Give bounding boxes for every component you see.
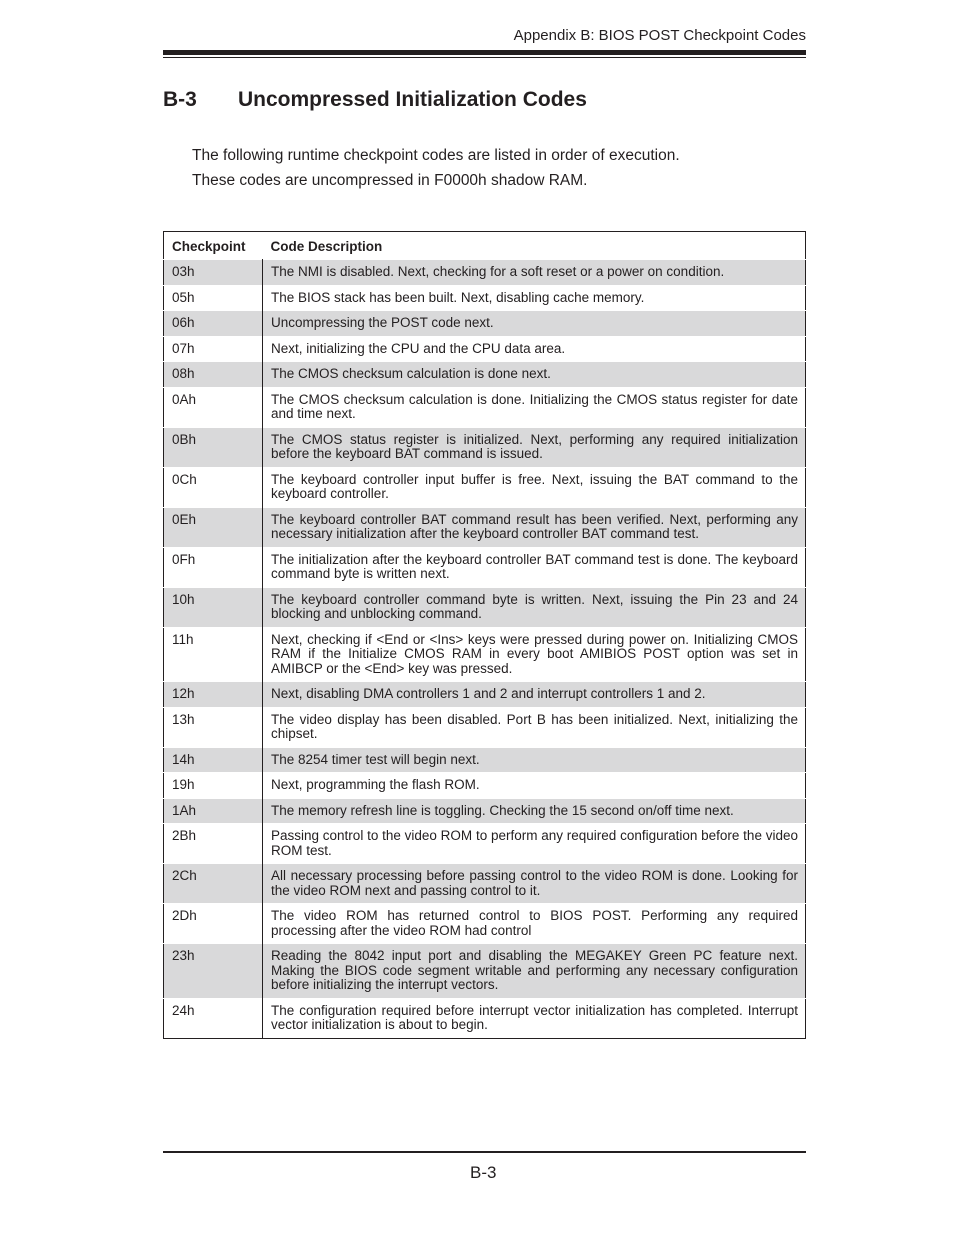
table-row [164, 707, 806, 747]
checkpoint-code: 2Dh [164, 904, 263, 944]
header-rule-thick [163, 50, 806, 55]
header-rule-thin [163, 57, 806, 58]
table-row [164, 904, 806, 944]
section-title: Uncompressed Initialization Codes [238, 88, 587, 111]
checkpoint-code: 2Ch [164, 864, 263, 904]
checkpoint-code: 0Ah [164, 387, 263, 427]
code-description: The video ROM has returned control to BIOS POST. Performing any required processing after the video ROM had control [263, 904, 806, 944]
code-description: The BIOS stack has been built. Next, disabling cache memory. [263, 285, 806, 311]
code-description: The video display has been disabled. Port B has been initialized. Next, initializing the chipset. [263, 707, 806, 747]
table-row [164, 824, 806, 864]
code-description: All necessary processing before passing control to the video ROM is done. Looking for the video ROM next and passing control to it. [263, 864, 806, 904]
intro-text [192, 143, 680, 193]
code-description: The memory refresh line is toggling. Checking the 15 second on/off time next. [263, 798, 806, 824]
checkpoint-code: 11h [164, 627, 263, 682]
table-row [164, 507, 806, 547]
code-description: The configuration required before interrupt vector initialization has completed. Interrupt vector initialization is about to begin. [263, 998, 806, 1038]
table-row [164, 260, 806, 286]
column-header-checkpoint: Checkpoint [172, 238, 246, 254]
checkpoint-code: 10h [164, 587, 263, 627]
code-description: The keyboard controller BAT command result has been verified. Next, performing any necessary initialization after the keyboard controller BAT command test. [263, 507, 806, 547]
code-description: The initialization after the keyboard controller BAT command test is done. The keyboard command byte is written next. [263, 547, 806, 587]
intro-line-1: The following runtime checkpoint codes are listed in order of execution. [192, 147, 680, 164]
table-row [164, 427, 806, 467]
checkpoint-code: 07h [164, 336, 263, 362]
table-header-row [164, 232, 806, 260]
code-description: Next, initializing the CPU and the CPU data area. [263, 336, 806, 362]
table-row [164, 547, 806, 587]
table-row [164, 311, 806, 337]
intro-line-2: These codes are uncompressed in F0000h shadow RAM. [192, 172, 588, 189]
checkpoint-code: 14h [164, 747, 263, 773]
checkpoint-table [163, 231, 806, 1039]
table-row [164, 944, 806, 999]
code-description: Passing control to the video ROM to perform any required configuration before the video ROM test. [263, 824, 806, 864]
running-header: Appendix B: BIOS POST Checkpoint Codes [513, 27, 806, 44]
code-description: Next, disabling DMA controllers 1 and 2 and interrupt controllers 1 and 2. [263, 682, 806, 708]
checkpoint-code: 08h [164, 362, 263, 388]
code-description: The CMOS checksum calculation is done next. [263, 362, 806, 388]
checkpoint-code: 03h [164, 260, 263, 286]
checkpoint-code: 0Ch [164, 467, 263, 507]
checkpoint-code: 12h [164, 682, 263, 708]
table-row [164, 467, 806, 507]
table-row [164, 362, 806, 388]
checkpoint-code: 0Bh [164, 427, 263, 467]
code-description: The keyboard controller command byte is written. Next, issuing the Pin 23 and 24 blocking and unblocking command. [263, 587, 806, 627]
table-row [164, 682, 806, 708]
column-header-description: Code Description [270, 238, 383, 254]
code-description: Next, checking if <End or <Ins> keys were pressed during power on. Initializing CMOS RAM if the Initialize CMOS RAM in every boot AMIBIOS POST option was set in AMIBCP or the <End> key was pressed. [263, 627, 806, 682]
code-description: Uncompressing the POST code next. [263, 311, 806, 337]
table-row [164, 798, 806, 824]
checkpoint-code: 1Ah [164, 798, 263, 824]
table-row [164, 747, 806, 773]
section-heading [163, 88, 587, 112]
checkpoint-code: 19h [164, 773, 263, 799]
checkpoint-code: 05h [164, 285, 263, 311]
checkpoint-code: 2Bh [164, 824, 263, 864]
table-row [164, 285, 806, 311]
footer-rule [163, 1151, 806, 1153]
code-description: The NMI is disabled. Next, checking for a soft reset or a power on condition. [263, 260, 806, 286]
page-number: B-3 [470, 1163, 497, 1182]
table-row [164, 864, 806, 904]
code-description: The CMOS status register is initialized. Next, performing any required initialization before the keyboard BAT command is issued. [263, 427, 806, 467]
table-row [164, 627, 806, 682]
section-number: B-3 [163, 88, 197, 111]
checkpoint-code: 0Eh [164, 507, 263, 547]
checkpoint-code: 13h [164, 707, 263, 747]
checkpoint-code: 06h [164, 311, 263, 337]
code-description: The 8254 timer test will begin next. [263, 747, 806, 773]
code-description: Next, programming the flash ROM. [263, 773, 806, 799]
code-description: The keyboard controller input buffer is free. Next, issuing the BAT command to the keyboard controller. [263, 467, 806, 507]
checkpoint-code: 0Fh [164, 547, 263, 587]
checkpoint-code: 24h [164, 998, 263, 1038]
checkpoint-code: 23h [164, 944, 263, 999]
table-row [164, 387, 806, 427]
table-row [164, 336, 806, 362]
table-body [164, 260, 806, 1039]
table-row [164, 587, 806, 627]
table-row [164, 998, 806, 1038]
table-row [164, 773, 806, 799]
code-description: The CMOS checksum calculation is done. Initializing the CMOS status register for date and time next. [263, 387, 806, 427]
code-description: Reading the 8042 input port and disabling the MEGAKEY Green PC feature next. Making the BIOS code segment writable and performing any necessary configuration before initializing the interrupt vectors. [263, 944, 806, 999]
